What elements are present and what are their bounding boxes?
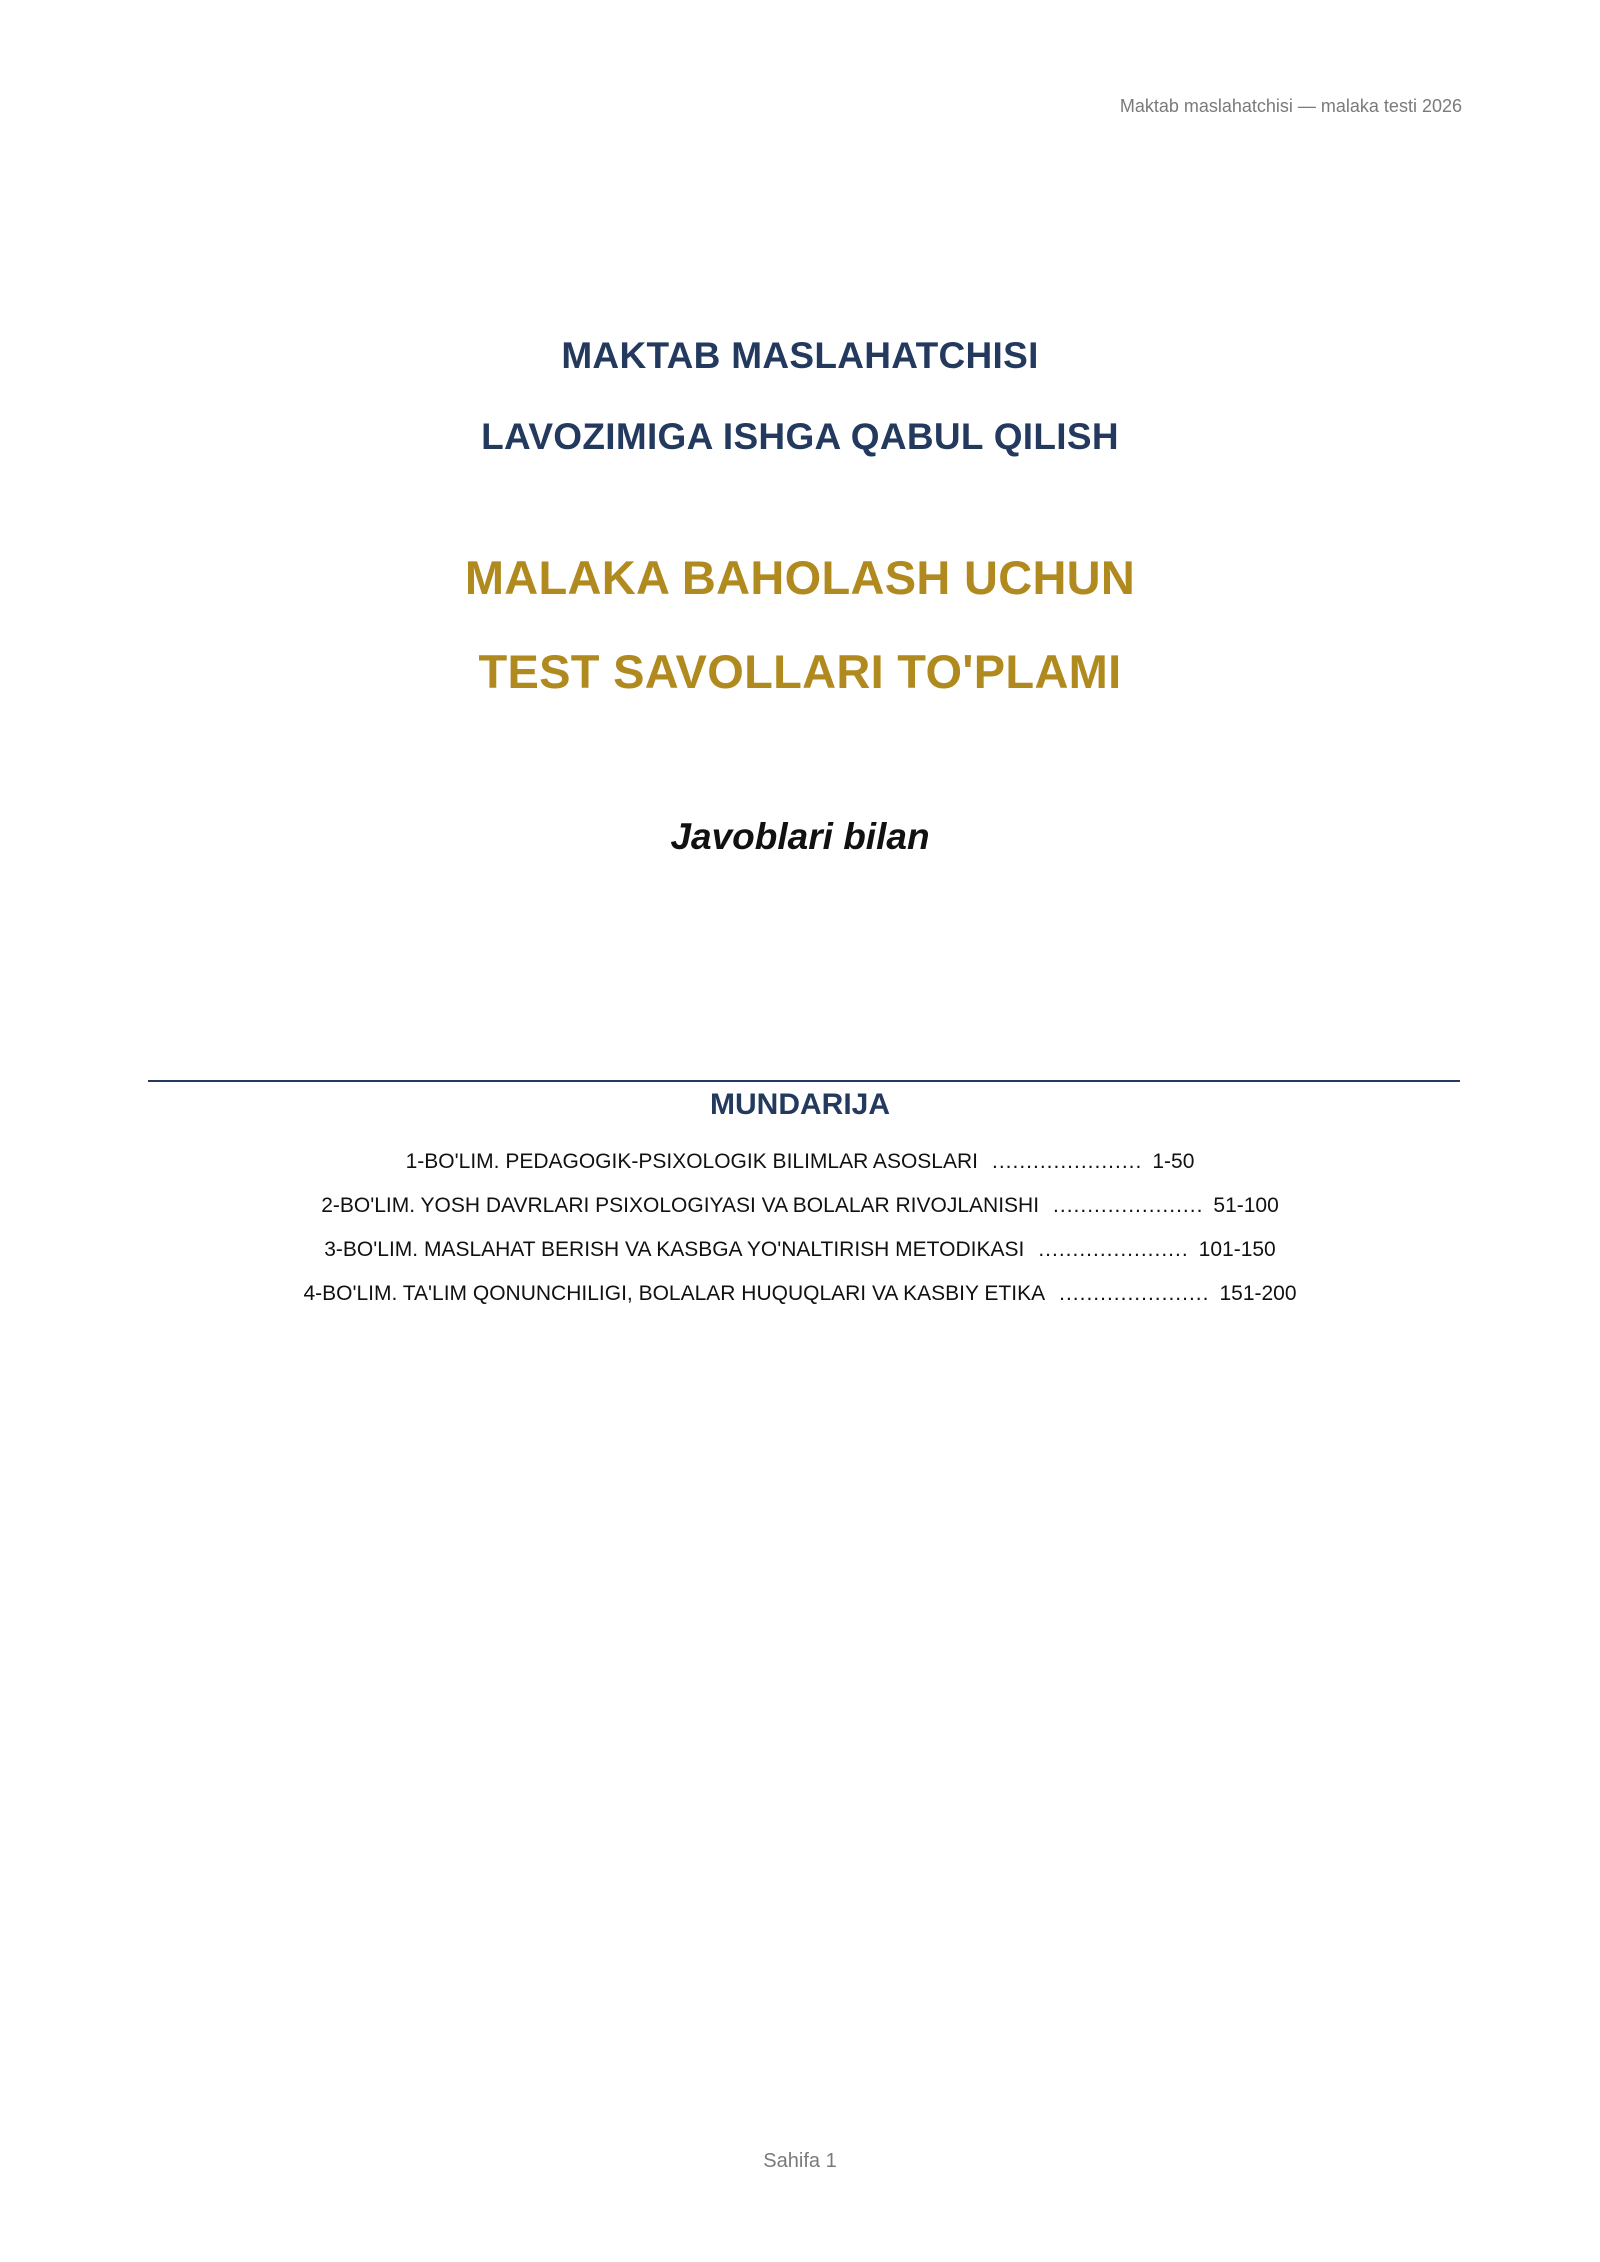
- toc-item-range: 151-200: [1219, 1282, 1297, 1305]
- title-line-1: MAKTAB MASLAHATCHISI: [561, 335, 1039, 376]
- toc-item[interactable]: [0, 1228, 1600, 1272]
- toc-heading: MUNDARIJA: [710, 1088, 890, 1121]
- title-line-2: LAVOZIMIGA ISHGA QABUL QILISH: [481, 416, 1119, 457]
- toc-item-leader: ......................: [1038, 1238, 1189, 1261]
- title-line-3: MALAKA BAHOLASH UCHUN: [464, 551, 1136, 604]
- toc-item-range: 51-100: [1213, 1194, 1279, 1217]
- toc-item-range: 1-50: [1152, 1150, 1195, 1173]
- toc-item-leader: ......................: [1059, 1282, 1210, 1305]
- toc-item-label: 2-BO'LIM. YOSH DAVRLARI PSIXOLOGIYASI VA BOLALAR RIVOJLANISHI: [321, 1194, 1040, 1217]
- subtitle: Javoblari bilan: [670, 816, 930, 857]
- toc-item-leader: ......................: [1053, 1194, 1204, 1217]
- toc-item[interactable]: [0, 1272, 1600, 1316]
- toc-item-leader: ......................: [991, 1150, 1143, 1173]
- toc-item[interactable]: [0, 1140, 1600, 1184]
- title-line-4: TEST SAVOLLARI TO'PLAMI: [478, 645, 1122, 698]
- toc-item-label: 4-BO'LIM. TA'LIM QONUNCHILIGI, BOLALAR HUQUQLARI VA KASBIY ETIKA: [303, 1282, 1046, 1305]
- table-of-contents: [0, 1140, 1600, 1316]
- toc-item[interactable]: [0, 1184, 1600, 1228]
- toc-item-label: 3-BO'LIM. MASLAHAT BERISH VA KASBGA YO'NALTIRISH METODIKASI: [324, 1238, 1025, 1261]
- divider-rule: [148, 1080, 1460, 1082]
- page-number: Sahifa 1: [763, 2150, 837, 2172]
- toc-item-label: 1-BO'LIM. PEDAGOGIK-PSIXOLOGIK BILIMLAR ASOSLARI: [405, 1150, 978, 1173]
- running-header: Maktab maslahatchisi — malaka testi 2026: [1119, 96, 1462, 116]
- toc-item-range: 101-150: [1198, 1238, 1276, 1261]
